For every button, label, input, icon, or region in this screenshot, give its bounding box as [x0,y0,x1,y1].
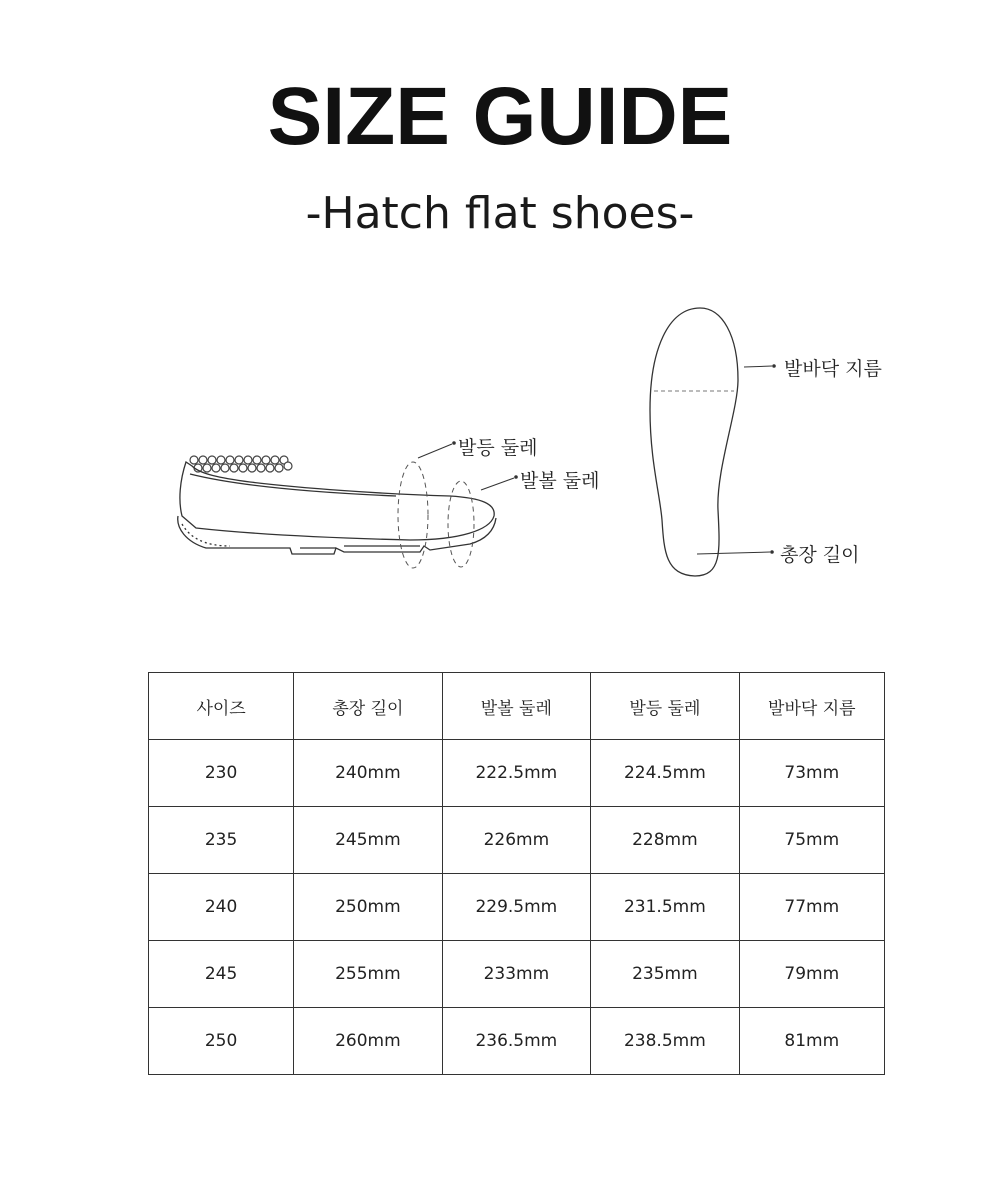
table-row [149,874,885,941]
table-cell: 235mm [591,941,740,1008]
table-cell: 75mm [739,807,884,874]
table-cell: 81mm [739,1008,884,1075]
table-cell: 229.5mm [442,874,591,941]
table-row [149,941,885,1008]
table-row [149,807,885,874]
table-cell: 250mm [294,874,442,941]
length-label: 총장 길이 [780,544,860,566]
table-cell: 235 [149,807,294,874]
ball-ellipse [448,481,474,567]
table-cell: 240mm [294,740,442,807]
table-cell: 233mm [442,941,591,1008]
column-header-size: 사이즈 [149,673,294,740]
table-cell: 236.5mm [442,1008,591,1075]
table-cell: 77mm [739,874,884,941]
table-row [149,1008,885,1075]
table-cell: 226mm [442,807,591,874]
table-cell: 228mm [591,807,740,874]
shoe-illustration [0,290,1000,610]
ball-label: 발볼 둘레 [520,470,600,492]
table-cell: 79mm [739,941,884,1008]
table-cell: 238.5mm [591,1008,740,1075]
table-cell: 245 [149,941,294,1008]
table-cell: 240 [149,874,294,941]
side-view-shoe [178,456,496,554]
table-cell: 230 [149,740,294,807]
table-header-row [149,673,885,740]
table-cell: 73mm [739,740,884,807]
column-header-length: 총장 길이 [294,673,442,740]
column-header-sole-width: 발바닥 지름 [739,673,884,740]
table-cell: 245mm [294,807,442,874]
bead-chain-icon [190,456,292,472]
page-title: SIZE GUIDE [267,71,733,162]
table-cell: 255mm [294,941,442,1008]
page-subtitle: -Hatch flat shoes- [305,188,695,239]
table-cell: 231.5mm [591,874,740,941]
table-cell: 224.5mm [591,740,740,807]
table-cell: 222.5mm [442,740,591,807]
table-cell: 250 [149,1008,294,1075]
insole-outline [650,308,738,576]
instep-label: 발등 둘레 [458,437,538,459]
size-table [148,672,885,1075]
table-cell: 260mm [294,1008,442,1075]
column-header-ball: 발볼 둘레 [442,673,591,740]
sole-width-label: 발바닥 지름 [784,358,882,380]
table-row [149,740,885,807]
column-header-instep: 발등 둘레 [591,673,740,740]
